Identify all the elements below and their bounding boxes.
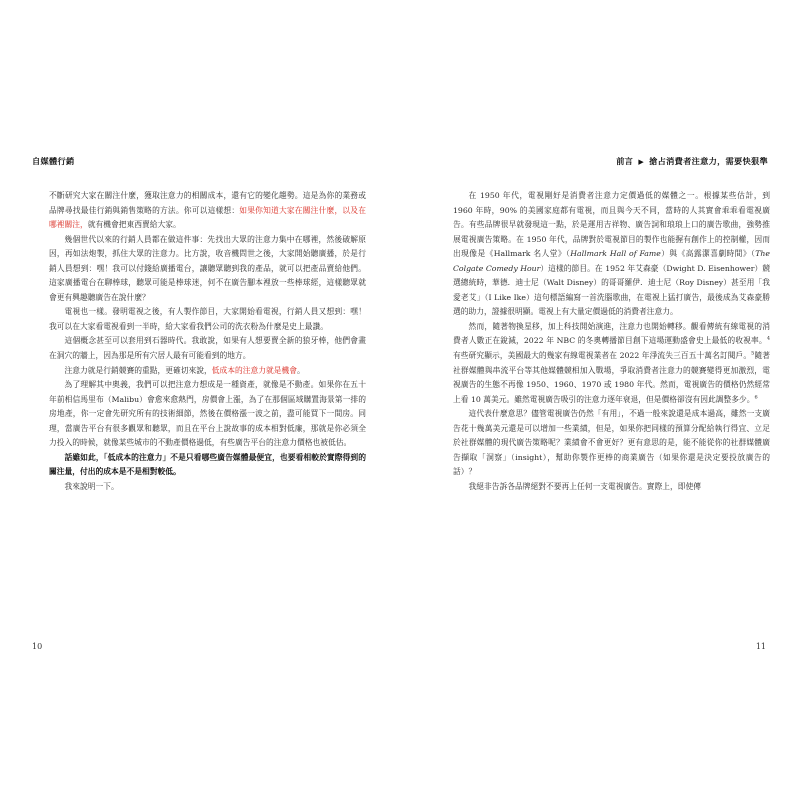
highlighted-text: 如果你知道大家在關注什麼，以及在哪裡關注， xyxy=(49,205,366,230)
left-running-head: 自媒體行銷 xyxy=(32,156,75,166)
paragraph xyxy=(49,378,366,451)
text-run: 然而，隨著物換星移，加上科技開始演進，注意力也開始轉移。觀看傳統有線電視的消費者人數正在銳減，2022 年 NBC 的冬奧轉播節目創下這場運動盛會史上最低的收視率。 xyxy=(453,321,770,346)
right-page-body xyxy=(453,189,770,494)
italic-title: The Colgate Comedy Hour xyxy=(453,249,771,273)
running-head-arrow-icon: ▶ xyxy=(638,158,645,166)
paragraph xyxy=(49,233,366,306)
running-head-title: 搶占消費者注意力，需要快狠準 xyxy=(649,156,768,166)
text-run: 幾個世代以來的行銷人員都在做這件事：先找出大眾的注意力集中在哪裡，然後破解原因，再如法炮製，抓住大眾的注意力。比方說，收音機問世之後，大家開始聽廣播，於是行銷人員想到：嘿！我可以付錢給廣播電台，讓聽眾聽到我的產品，就可以把產品賣給他們。這家廣播電台在聊棒球，聽眾可能是棒球迷，何不在廣告腳本裡放一些棒球經，這樣聽眾就會更有興趣聽廣告在說什麼？ xyxy=(49,234,366,302)
left-page-number: 10 xyxy=(32,642,43,651)
text-run: 在 1950 年代，電視剛好是消費者注意力定價過低的媒體之一。根據某些估計，到 1960 年時，90% 的美國家庭都有電視，而且與今天不同，當時的人其實會乖乖看電視廣告。有些品牌很早就發現這一點，於是運用吉祥物、廣告詞和琅琅上口的廣告歌曲，強勢推展電視廣告策略。在 1950 年代，品牌對於電視節目的製作也能握有創作上的控制權，因而出現像是《Hallmark 名人堂》（ xyxy=(453,191,770,259)
paragraph xyxy=(453,407,770,480)
highlighted-text: 低成本的注意力就是機會 xyxy=(211,365,298,375)
left-page-body xyxy=(49,189,366,494)
paragraph xyxy=(49,334,366,363)
footnote-marker: 5 xyxy=(751,350,755,357)
paragraph xyxy=(453,189,770,320)
paragraph xyxy=(49,364,366,379)
paragraph xyxy=(453,480,770,495)
paragraph xyxy=(49,305,366,334)
text-run: 為了理解其中奧義，我們可以把注意力想成是一種資產，就像是不動產。如果你在五十年前相信馬里布（Malibu）會愈來愈熱門，房價會上漲，為了在那個區域購置海景第一排的房地產，你一定會先研究所有的技術細節，然後在價格漲一波之前，盡可能買下一間房。同理，當廣告平台有很多觀眾和聽眾，而且在平台上說故事的成本相對低廉，那就是你必須全力投入的時候，就像某些城市的不動產價格過低，有些廣告平台的注意力價格也被低估。 xyxy=(49,380,366,448)
paragraph xyxy=(453,320,770,407)
text-run: 注意力就是行銷競賽的重點，更確切來說， xyxy=(64,365,212,375)
text-run: 就有機會把東西賣給大家。 xyxy=(87,220,181,230)
text-run: ）與《高露潔喜劇時間》（ xyxy=(660,249,756,259)
text-run: 有些研究顯示，美國最大的幾家有線電視業者在 2022 年淨流失三百五十萬名訂閱戶。 xyxy=(453,351,752,361)
paragraph xyxy=(49,189,366,233)
right-page-number: 11 xyxy=(755,642,766,651)
text-run: 這個概念甚至可以套用到石器時代。我敢說，如果有人想要賣全新的狼牙棒，他們會畫在洞穴的牆上，因為那是所有穴居人最有可能看到的地方。 xyxy=(49,336,366,361)
text-run: 電視也一樣。發明電視之後，有人製作節目，大家開始看電視，行銷人員又想到：嘿！我可以在大家看電視看到一半時，給大家看我們公司的洗衣粉為什麼是史上最讚。 xyxy=(49,307,366,331)
paragraph xyxy=(49,451,366,480)
text-run: 不斷研究大家在關注什麼，獲取注意力的相關成本，還有它的變化趨勢。這是為你的業務或品牌尋找最佳行銷與銷售策略的方法。你可以這樣想： xyxy=(49,191,366,215)
text-run: 隨著社群媒體與串流平台等其他媒體競相加入戰場，爭取消費者注意力的競賽變得更加激烈，電視廣告的生態不再像 1950、1960、1970 或 1980 年代。然而，電視廣告的價格仍然經常上看 10 萬美元。雖然電視廣告吸引的注意力逐年衰退，但是價格卻沒有因此調整多少。 xyxy=(453,351,770,404)
text-run: 。 xyxy=(297,365,305,375)
footnote-marker: 6 xyxy=(754,394,758,401)
running-head-chapter: 前言 xyxy=(616,156,634,166)
footnote-marker: 4 xyxy=(766,335,770,342)
right-running-head xyxy=(616,156,768,167)
paragraph xyxy=(49,480,366,495)
text-run: 這代表什麼意思？儘管電視廣告仍然「有用」，不過一般來說還是成本過高，雖然一支廣告花十幾萬美元還是可以增加一些業績，但是，如果你把同樣的預算分配給執行得宜、立足於社群媒體的現代廣告策略呢？業績會不會更好？更有意思的是，能不能從你的社群媒體廣告擷取「洞察」（insight），幫助你製作更棒的商業廣告（如果你還是決定要投放廣告的話）？ xyxy=(453,409,770,477)
italic-title: Hallmark Hall of Fame xyxy=(570,249,661,259)
bold-text: 話雖如此，「低成本的注意力」不是只看哪些廣告媒體最便宜，也要看相較於實際得到的關注量，付出的成本是不是相對較低。 xyxy=(49,452,366,477)
text-run: 我絕非告訴各品牌絕對不要再上任何一支電視廣告。實際上，即使傳 xyxy=(468,481,702,491)
text-run: ）這樣的節目。在 1952 年艾森豪（Dwight D. Eisenhower）競選總統時，華德．迪士尼（Walt Disney）的哥哥羅伊．迪士尼（Roy Disney）甚至用「我愛老艾」（I Like Ike）這句標語編寫一首洗腦歌曲，在電視上猛打廣告，最後成為艾森豪勝選的助力，證據很明顯。電視上有大量定價過低的消費者注意力。 xyxy=(453,263,770,317)
text-run: 我來說明一下。 xyxy=(64,481,119,491)
